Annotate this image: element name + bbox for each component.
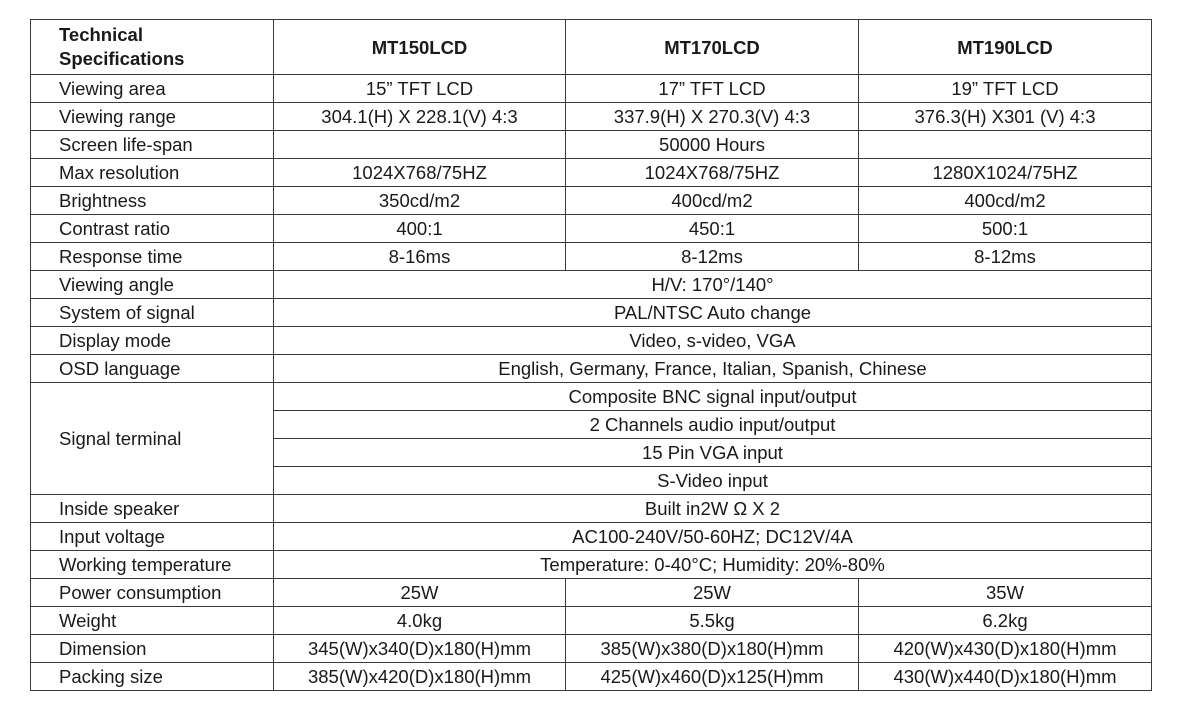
header-row	[31, 20, 1152, 75]
row-label: Inside speaker	[31, 495, 274, 523]
row-label: Max resolution	[31, 159, 274, 187]
row-label: Weight	[31, 607, 274, 635]
cell-value-span: S-Video input	[274, 467, 1152, 495]
cell-value-span: 15 Pin VGA input	[274, 439, 1152, 467]
cell-value: 1280X1024/75HZ	[859, 159, 1152, 187]
table-row	[31, 579, 1152, 607]
table-row	[31, 523, 1152, 551]
cell-value: 500:1	[859, 215, 1152, 243]
table-row	[31, 187, 1152, 215]
cell-value: 350cd/m2	[274, 187, 566, 215]
table-row	[31, 299, 1152, 327]
cell-value: 4.0kg	[274, 607, 566, 635]
cell-value: 425(W)x460(D)x125(H)mm	[566, 663, 859, 691]
row-label: Input voltage	[31, 523, 274, 551]
table-row	[31, 383, 1152, 411]
row-label: Brightness	[31, 187, 274, 215]
table-row	[31, 103, 1152, 131]
cell-value: 8-12ms	[566, 243, 859, 271]
cell-value: 35W	[859, 579, 1152, 607]
cell-value-span: English, Germany, France, Italian, Spanish, Chinese	[274, 355, 1152, 383]
row-label: System of signal	[31, 299, 274, 327]
cell-value: 420(W)x430(D)x180(H)mm	[859, 635, 1152, 663]
cell-value-span: H/V: 170°/140°	[274, 271, 1152, 299]
table-row	[31, 271, 1152, 299]
cell-value	[274, 131, 566, 159]
cell-value: 385(W)x420(D)x180(H)mm	[274, 663, 566, 691]
table-row	[31, 495, 1152, 523]
row-label: Viewing range	[31, 103, 274, 131]
cell-value: 8-16ms	[274, 243, 566, 271]
cell-value: 19” TFT LCD	[859, 75, 1152, 103]
row-label: Dimension	[31, 635, 274, 663]
cell-value: 430(W)x440(D)x180(H)mm	[859, 663, 1152, 691]
cell-value: 1024X768/75HZ	[274, 159, 566, 187]
row-label: Screen life-span	[31, 131, 274, 159]
corner-heading	[31, 20, 274, 75]
cell-value: 17” TFT LCD	[566, 75, 859, 103]
corner-heading-line2: Specifications	[59, 48, 185, 69]
row-label: Viewing angle	[31, 271, 274, 299]
table-row	[31, 607, 1152, 635]
table-row	[31, 327, 1152, 355]
table-row	[31, 243, 1152, 271]
cell-value: 400cd/m2	[566, 187, 859, 215]
row-label: Viewing area	[31, 75, 274, 103]
spec-table	[30, 19, 1152, 691]
cell-value-span: AC100-240V/50-60HZ; DC12V/4A	[274, 523, 1152, 551]
row-label: OSD language	[31, 355, 274, 383]
row-label: Display mode	[31, 327, 274, 355]
cell-value-span: Video, s-video, VGA	[274, 327, 1152, 355]
cell-value: 25W	[274, 579, 566, 607]
cell-value: 25W	[566, 579, 859, 607]
cell-value-span: Composite BNC signal input/output	[274, 383, 1152, 411]
model-header: MT170LCD	[566, 20, 859, 75]
cell-value: 400cd/m2	[859, 187, 1152, 215]
cell-value: 6.2kg	[859, 607, 1152, 635]
table-row	[31, 663, 1152, 691]
cell-value-span: 2 Channels audio input/output	[274, 411, 1152, 439]
cell-value: 345(W)x340(D)x180(H)mm	[274, 635, 566, 663]
row-label: Working temperature	[31, 551, 274, 579]
model-header: MT150LCD	[274, 20, 566, 75]
cell-value: 400:1	[274, 215, 566, 243]
row-label: Power consumption	[31, 579, 274, 607]
cell-value: 304.1(H) X 228.1(V) 4:3	[274, 103, 566, 131]
row-label: Packing size	[31, 663, 274, 691]
cell-value-span: Temperature: 0-40°C; Humidity: 20%-80%	[274, 551, 1152, 579]
cell-value: 15” TFT LCD	[274, 75, 566, 103]
cell-value: 385(W)x380(D)x180(H)mm	[566, 635, 859, 663]
table-row	[31, 355, 1152, 383]
cell-value: 5.5kg	[566, 607, 859, 635]
cell-value-span: Built in2W Ω X 2	[274, 495, 1152, 523]
cell-value: 450:1	[566, 215, 859, 243]
row-label: Contrast ratio	[31, 215, 274, 243]
cell-value: 376.3(H) X301 (V) 4:3	[859, 103, 1152, 131]
row-label: Response time	[31, 243, 274, 271]
table-row	[31, 635, 1152, 663]
model-header: MT190LCD	[859, 20, 1152, 75]
table-row	[31, 215, 1152, 243]
table-row	[31, 75, 1152, 103]
table-row	[31, 551, 1152, 579]
cell-value-span: PAL/NTSC Auto change	[274, 299, 1152, 327]
table-row	[31, 131, 1152, 159]
cell-value	[859, 131, 1152, 159]
corner-heading-line1: Technical	[59, 24, 143, 45]
row-label: Signal terminal	[31, 383, 274, 495]
table-row	[31, 159, 1152, 187]
cell-value: 1024X768/75HZ	[566, 159, 859, 187]
cell-value: 8-12ms	[859, 243, 1152, 271]
cell-value: 50000 Hours	[566, 131, 859, 159]
cell-value: 337.9(H) X 270.3(V) 4:3	[566, 103, 859, 131]
